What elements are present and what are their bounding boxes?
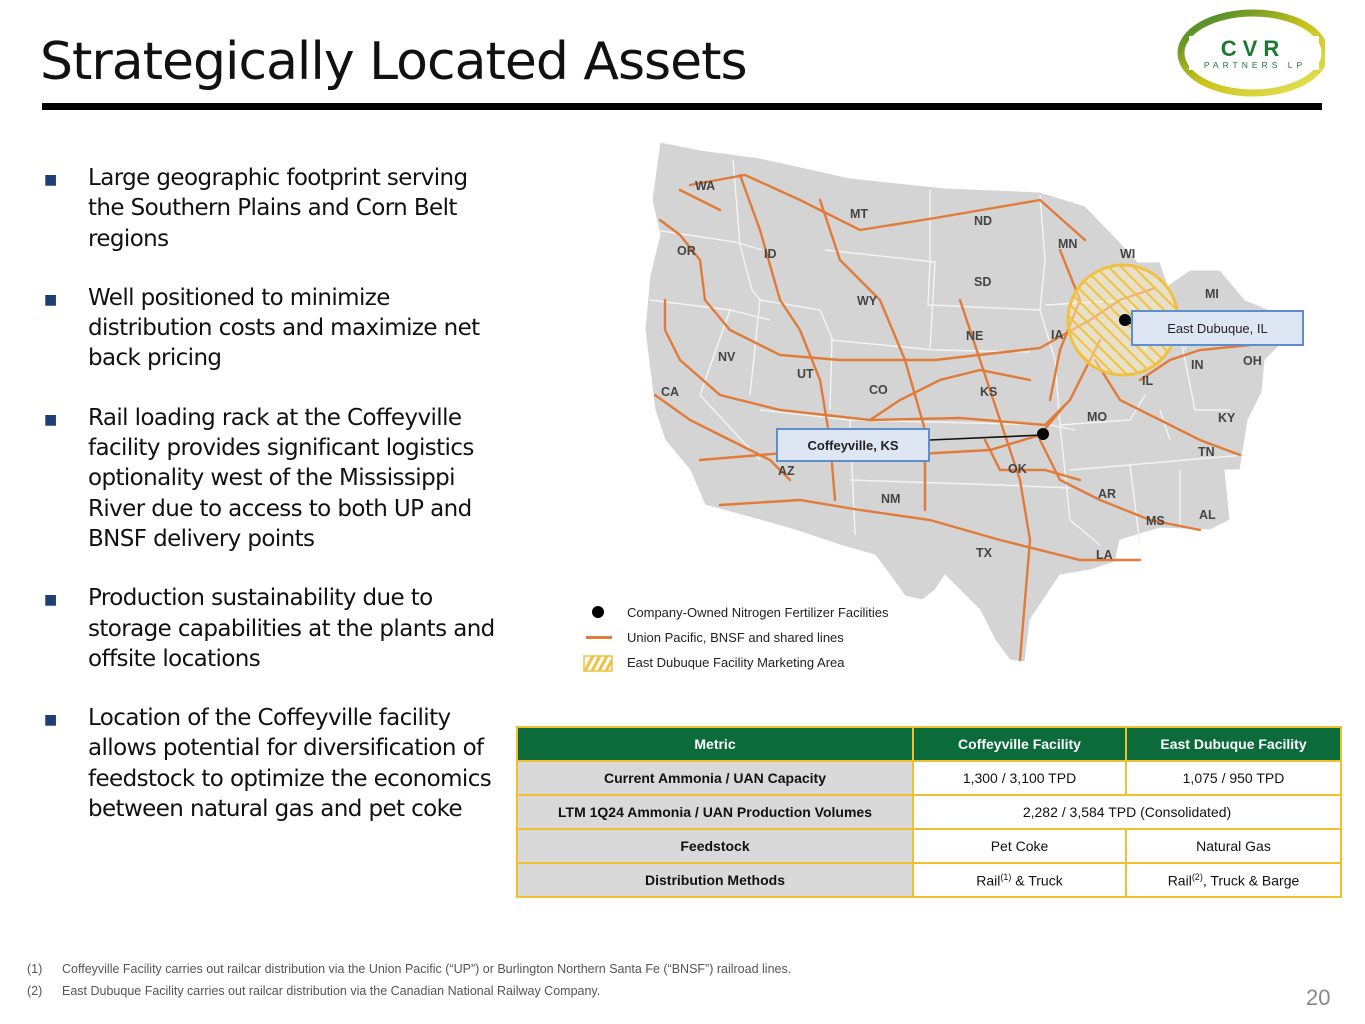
table-cell: Pet Coke (913, 829, 1126, 863)
table-row (517, 829, 1341, 863)
state-label: ID (764, 247, 777, 261)
state-label: NV (718, 350, 736, 364)
state-label: AL (1199, 508, 1216, 522)
table-cell-metric: Current Ammonia / UAN Capacity (517, 761, 913, 795)
coffeyville-facility-marker (1037, 428, 1049, 440)
bullet-marker-icon: ■ (44, 411, 57, 428)
state-label: NM (881, 492, 901, 506)
bullet-item: ■ Production sustainability due to storage capabilities at the plants and offsite locations (44, 585, 495, 672)
state-label: IA (1051, 328, 1064, 342)
state-label: CO (869, 383, 888, 397)
table-cell: Rail$^{(2)}$, Truck & Barge (1126, 863, 1341, 897)
table-cell: 1,300 / 3,100 TPD (913, 761, 1126, 795)
us-landmass (645, 142, 1285, 662)
table-cell: 1,075 / 950 TPD (1126, 761, 1341, 795)
bullet-marker-icon: ■ (44, 291, 57, 308)
page-number: 20 (1306, 985, 1331, 1010)
table-header: Coffeyville Facility (913, 727, 1126, 761)
table-row (517, 761, 1341, 795)
bullet-marker-icon: ■ (44, 172, 57, 188)
east-dubuque-facility-marker (1119, 314, 1131, 326)
hatch-area-icon (583, 655, 613, 672)
facility-metrics-table (516, 726, 1342, 898)
table-cell: Natural Gas (1126, 829, 1341, 863)
state-label: AR (1098, 487, 1117, 501)
state-label: KY (1218, 411, 1236, 425)
east-dubuque-callout: East Dubuque, IL (1131, 310, 1304, 346)
footnote-ref: (2) (1191, 871, 1203, 882)
state-label: KS (980, 385, 998, 399)
bullet-item: ■ Location of the Coffeyville facility allows potential for diversification of feedstock to optimize the economics between natural gas and pet coke (44, 705, 492, 823)
page-title: Strategically Located Assets (40, 32, 747, 92)
table-cell-metric: Feedstock (517, 829, 913, 863)
state-label: WI (1120, 247, 1136, 261)
state-label: OH (1243, 354, 1262, 368)
bullet-list (40, 163, 510, 853)
table-row (517, 795, 1341, 829)
logo-brand-text: CVR (1220, 36, 1286, 61)
bullet-marker-icon: ■ (44, 712, 57, 729)
cvr-partners-logo (1175, 8, 1325, 98)
bullet-item: ■ Large geographic footprint serving the Southern Plains and Corn Belt regions (44, 165, 468, 252)
table-cell-metric: LTM 1Q24 Ammonia / UAN Production Volumes (517, 795, 913, 829)
footnotes (27, 958, 791, 1002)
state-label: MT (850, 207, 869, 221)
state-label: SD (974, 275, 992, 289)
table-header: East Dubuque Facility (1126, 727, 1341, 761)
state-label: TX (976, 546, 992, 560)
state-label: WY (857, 294, 878, 308)
table-header-row (517, 727, 1341, 761)
table-row (517, 863, 1341, 897)
table-cell: Rail$^{(1)}$ & Truck (913, 863, 1126, 897)
footnote: (2) East Dubuque Facility carries out railcar distribution via the Canadian National Railway Company. (27, 984, 601, 998)
bullet-item: ■ Well positioned to minimize distribution costs and maximize net back pricing (44, 284, 480, 372)
state-label: NE (966, 329, 984, 343)
state-label: TN (1198, 445, 1215, 459)
state-label: MI (1205, 287, 1219, 301)
state-label: WA (695, 179, 716, 193)
state-label: ND (974, 214, 993, 228)
title-rule (42, 103, 1322, 110)
state-label: MO (1087, 410, 1108, 424)
table-cell-consolidated: 2,282 / 3,584 TPD (Consolidated) (913, 795, 1341, 829)
state-label: OK (1008, 462, 1027, 476)
state-label: LA (1096, 548, 1113, 562)
state-label: MN (1058, 237, 1078, 251)
facility-dot-icon (592, 606, 604, 618)
state-label: CA (661, 385, 680, 399)
state-label: OR (677, 244, 696, 258)
state-label: AZ (778, 464, 795, 478)
state-label: UT (797, 367, 814, 381)
table-cell-metric: Distribution Methods (517, 863, 913, 897)
bullet-item: ■ Rail loading rack at the Coffeyville facility provides significant logistics optionality west of the Mississippi River due to access to both UP and BNSF delivery points (44, 404, 474, 552)
coffeyville-callout: Coffeyville, KS (776, 428, 930, 462)
state-label: IN (1191, 358, 1204, 372)
logo-sub-text: PARTNERS LP (1203, 60, 1307, 70)
footnote: (1) Coffeyville Facility carries out railcar distribution via the Union Pacific (“UP”) or Burlington Northern Santa Fe (“BNSF”) railroad lines. (27, 962, 792, 976)
footnote-ref: (1) (1000, 871, 1012, 882)
rail-line-icon (586, 636, 612, 639)
bullet-marker-icon: ■ (44, 592, 57, 609)
state-label: MS (1146, 514, 1165, 528)
state-label: IL (1142, 374, 1154, 388)
table-header: Metric (517, 727, 913, 761)
